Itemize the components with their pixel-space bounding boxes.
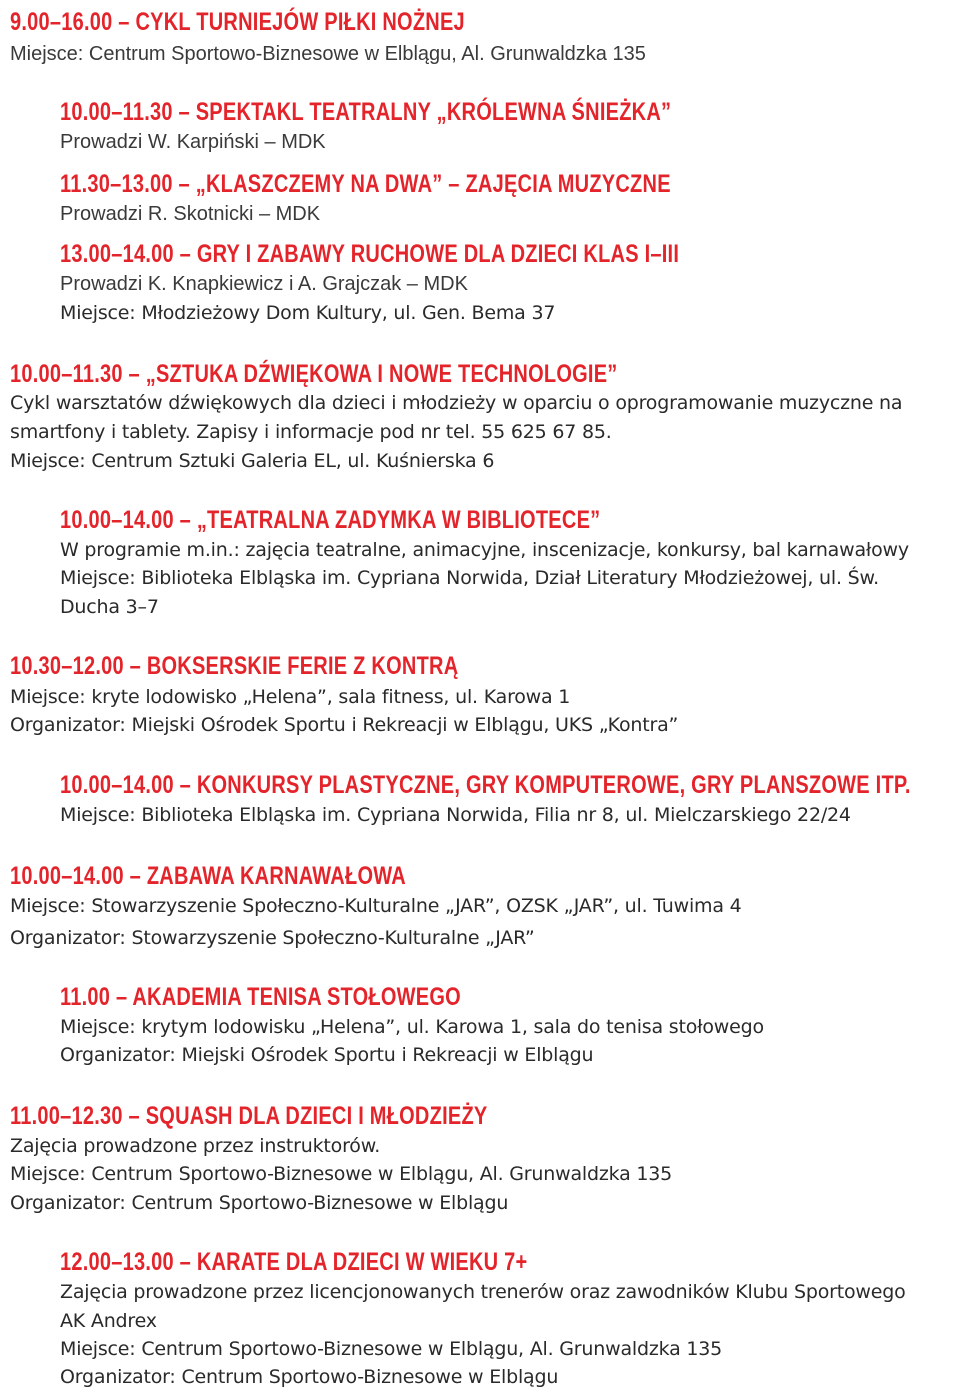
event-heading: 11.00 – AKADEMIA TENISA STOŁOWEGO (60, 983, 461, 1011)
event-heading: 10.00–14.00 – KONKURSY PLASTYCZNE, GRY KOMPUTEROWE, GRY PLANSZOWE ITP. (60, 771, 911, 799)
event-heading: 12.00–13.00 – KARATE DLA DZIECI W WIEKU 7+ (60, 1248, 528, 1276)
event-heading: 11.00–12.30 – SQUASH DLA DZIECI I MŁODZIEŻY (10, 1102, 488, 1130)
event-heading: 9.00–16.00 – CYKL TURNIEJÓW PIŁKI NOŻNEJ (10, 8, 465, 36)
event-heading: 10.00–14.00 – „TEATRALNA ZADYMKA W BIBLIOTECE” (60, 506, 601, 534)
event-organizer: Organizator: Centrum Sportowo-Biznesowe w Elblągu (60, 1366, 559, 1388)
event-location: Miejsce: Stowarzyszenie Społeczno-Kulturalne „JAR”, OZSK „JAR”, ul. Tuwima 4 (10, 895, 742, 917)
event-location: Ducha 3–7 (60, 596, 159, 618)
event-detail: Miejsce: Centrum Sportowo-Biznesowe w Elblągu, Al. Grunwaldzka 135 (10, 43, 646, 65)
event-organizer: Organizator: Centrum Sportowo-Biznesowe w Elblągu (10, 1192, 509, 1214)
event-location: Miejsce: kryte lodowisko „Helena”, sala fitness, ul. Karowa 1 (10, 686, 571, 708)
event-location: Miejsce: Centrum Sztuki Galeria EL, ul. Kuśnierska 6 (10, 450, 495, 472)
event-location: Miejsce: Centrum Sportowo-Biznesowe w Elblągu, Al. Grunwaldzka 135 (60, 1338, 723, 1360)
event-detail: Cykl warsztatów dźwiękowych dla dzieci i młodzieży w oparciu o oprogramowanie muzyczne na (10, 392, 903, 414)
event-detail: Prowadzi R. Skotnicki – MDK (60, 203, 321, 225)
event-detail: AK Andrex (60, 1310, 157, 1332)
event-detail: Zajęcia prowadzone przez licencjonowanych trenerów oraz zawodników Klubu Sportowego (60, 1281, 906, 1303)
event-heading: 10.00–14.00 – ZABAWA KARNAWAŁOWA (10, 862, 406, 890)
event-detail: W programie m.in.: zajęcia teatralne, animacyjne, inscenizacje, konkursy, bal karnawałowy (60, 539, 909, 561)
event-detail: Prowadzi K. Knapkiewicz i A. Grajczak – MDK (60, 273, 468, 295)
event-location: Miejsce: krytym lodowisku „Helena”, ul. Karowa 1, sala do tenisa stołowego (60, 1016, 764, 1038)
event-heading: 13.00–14.00 – GRY I ZABAWY RUCHOWE DLA DZIECI KLAS I–III (60, 240, 680, 268)
event-location: Miejsce: Biblioteka Elbląska im. Cypriana Norwida, Dział Literatury Młodzieżowej, ul. Św. (60, 567, 879, 589)
event-location: Miejsce: Biblioteka Elbląska im. Cypriana Norwida, Filia nr 8, ul. Mielczarskiego 22/24 (60, 804, 851, 826)
event-heading: 10.00–11.30 – SPEKTAKL TEATRALNY „KRÓLEWNA ŚNIEŻKA” (60, 98, 672, 126)
event-location: Miejsce: Centrum Sportowo-Biznesowe w Elblągu, Al. Grunwaldzka 135 (10, 1163, 673, 1185)
event-heading: 10.00–11.30 – „SZTUKA DŹWIĘKOWA I NOWE TECHNOLOGIE” (10, 360, 618, 388)
event-organizer: Organizator: Miejski Ośrodek Sportu i Rekreacji w Elblągu (60, 1044, 594, 1066)
event-detail: Prowadzi W. Karpiński – MDK (60, 131, 326, 153)
event-heading: 10.30–12.00 – BOKSERSKIE FERIE Z KONTRĄ (10, 652, 459, 680)
event-detail: Zajęcia prowadzone przez instruktorów. (10, 1135, 381, 1157)
event-heading: 11.30–13.00 – „KLASZCZEMY NA DWA” – ZAJĘCIA MUZYCZNE (60, 170, 671, 198)
event-detail: smartfony i tablety. Zapisy i informacje pod nr tel. 55 625 67 85. (10, 421, 612, 443)
event-location: Miejsce: Młodzieżowy Dom Kultury, ul. Gen. Bema 37 (60, 302, 556, 324)
event-organizer: Organizator: Miejski Ośrodek Sportu i Rekreacji w Elblągu, UKS „Kontra” (10, 714, 679, 736)
event-organizer: Organizator: Stowarzyszenie Społeczno-Kulturalne „JAR” (10, 927, 535, 949)
